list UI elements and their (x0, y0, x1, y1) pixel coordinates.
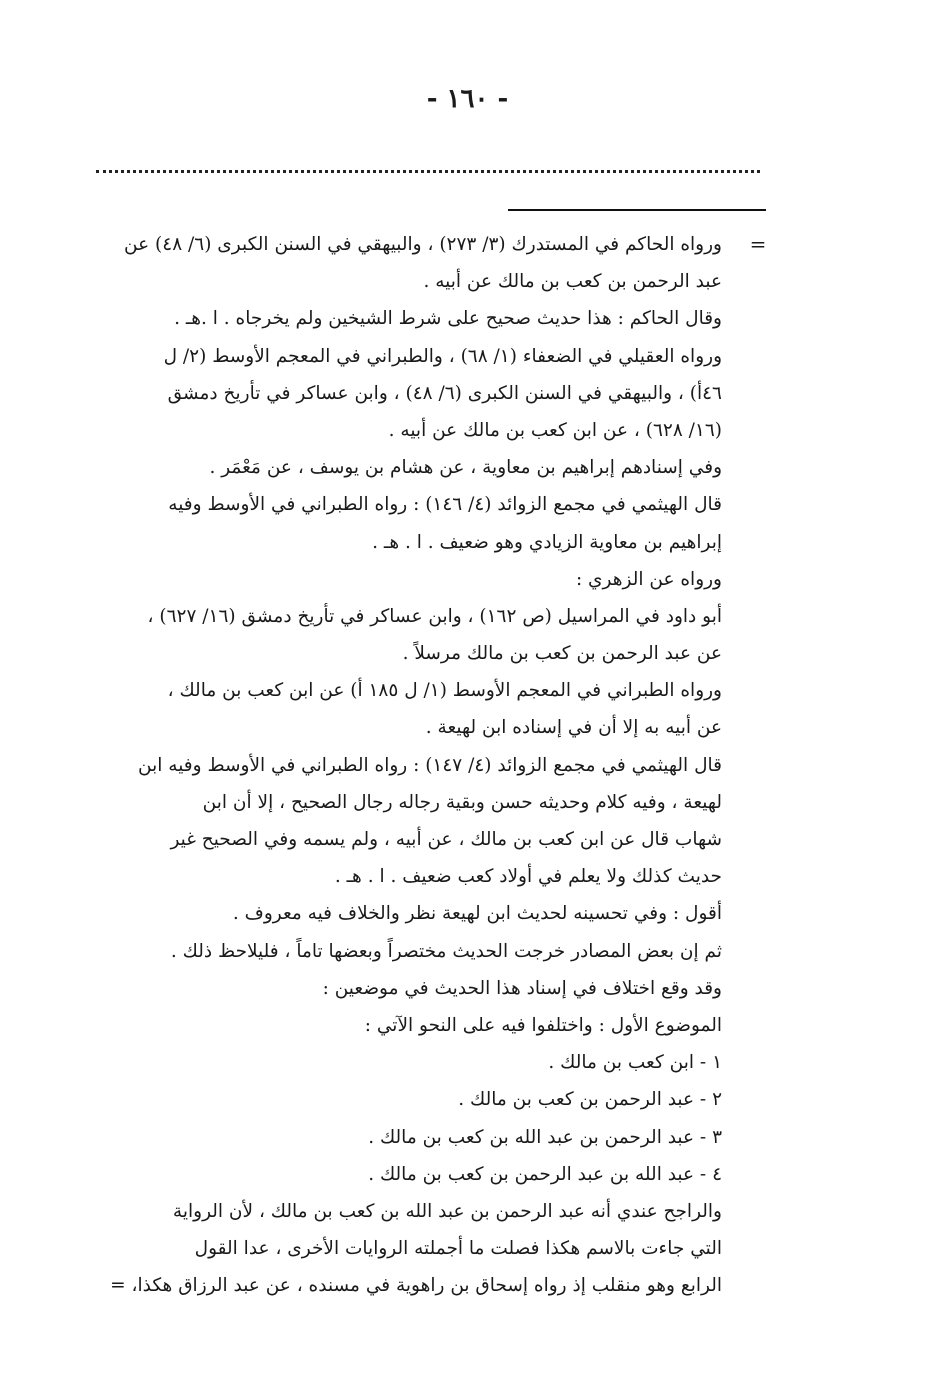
footnote-rule (508, 209, 766, 211)
list-item: ٢ - عبد الرحمن بن كعب بن مالك . (458, 1089, 722, 1111)
text-line: وقال الحاكم : هذا حديث صحيح على شرط الشيخين ولم يخرجاه . ا .هـ . (174, 308, 722, 330)
text-line: وفي إسنادهم إبراهيم بن معاوية ، عن هشام بن يوسف ، عن مَعْمَر . (209, 457, 722, 479)
text-line: ورواه العقيلي في الضعفاء (١/ ٦٨) ، والطبراني في المعجم الأوسط (٢/ ل (163, 345, 722, 367)
text-line: وقد وقع اختلاف في إسناد هذا الحديث في موضعين : (322, 977, 722, 999)
text-line: والراجح عندي أنه عبد الرحمن بن عبد الله بن كعب بن مالك ، لأن الرواية (172, 1200, 722, 1222)
text-line: قال الهيثمي في مجمع الزوائد (٤/ ١٤٧) : رواه الطبراني في الأوسط وفيه ابن (138, 754, 722, 776)
text-line: قال الهيثمي في مجمع الزوائد (٤/ ١٤٦) : رواه الطبراني في الأوسط وفيه (168, 494, 722, 516)
text-line: أبو داود في المراسيل (ص ١٦٢) ، وابن عساكر في تأريخ دمشق (١٦/ ٦٢٧) ، (147, 605, 722, 627)
list-item: ٤ - عبد الله بن عبد الرحمن بن كعب بن مالك . (368, 1163, 722, 1185)
text-line: التي جاءت بالاسم هكذا فصلت ما أجملته الروايات الأخرى ، عدا القول (194, 1238, 722, 1260)
text-line: حديث كذلك ولا يعلم في أولاد كعب ضعيف . ا . هـ . (334, 866, 722, 888)
text-line: (١٦/ ٦٢٨) ، عن ابن كعب بن مالك عن أبيه . (388, 419, 722, 441)
text-line: لهيعة ، وفيه كلام وحديثه حسن وبقية رجاله رجال الصحيح ، إلا أن ابن (202, 791, 722, 813)
list-item: ٣ - عبد الرحمن بن عبد الله بن كعب بن مالك . (368, 1126, 722, 1148)
footnote-text (86, 226, 722, 1304)
text-line: عبد الرحمن بن كعب بن مالك عن أبيه . (423, 271, 722, 293)
text-line: أقول : وفي تحسينه لحديث ابن لهيعة نظر والخلاف فيه معروف . (232, 903, 722, 925)
text-line: إبراهيم بن معاوية الزيادي وهو ضعيف . ا . هـ . (372, 531, 722, 553)
text-line: ورواه عن الزهري : (575, 568, 722, 590)
text-line: ثم إن بعض المصادر خرجت الحديث مختصراً وبعضها تاماً ، فليلاحظ ذلك . (170, 940, 722, 962)
list-item: ١ - ابن كعب بن مالك . (548, 1052, 722, 1074)
text-line: شهاب قال عن ابن كعب بن مالك ، عن أبيه ، ولم يسمه وفي الصحيح غير (170, 829, 722, 850)
continuation-mark: = (749, 232, 767, 256)
text-line: ٤٦أ) ، والبيهقي في السنن الكبرى (٦/ ٤٨) ، وابن عساكر في تأريخ دمشق (167, 382, 722, 404)
text-line: ورواه الحاكم في المستدرك (٣/ ٢٧٣) ، والبيهقي في السنن الكبرى (٦/ ٤٨) عن (124, 234, 722, 255)
page-number: - ١٦٠ - (426, 84, 509, 114)
text-line: الموضوع الأول : واختلفوا فيه على النحو الآتي : (364, 1014, 722, 1036)
text-line: ورواه الطبراني في المعجم الأوسط (١/ ل ١٨٥ أ) عن ابن كعب بن مالك ، (167, 680, 722, 702)
text-line: الرابع وهو منقلب إذ رواه إسحاق بن راهوية في مسنده ، عن عبد الرزاق هكذا، = (110, 1275, 722, 1297)
text-line: عن عبد الرحمن بن كعب بن مالك مرسلاً . (402, 643, 722, 665)
dotted-separator (96, 170, 760, 173)
text-line: عن أبيه به إلا أن في إسناده ابن لهيعة . (425, 717, 722, 739)
